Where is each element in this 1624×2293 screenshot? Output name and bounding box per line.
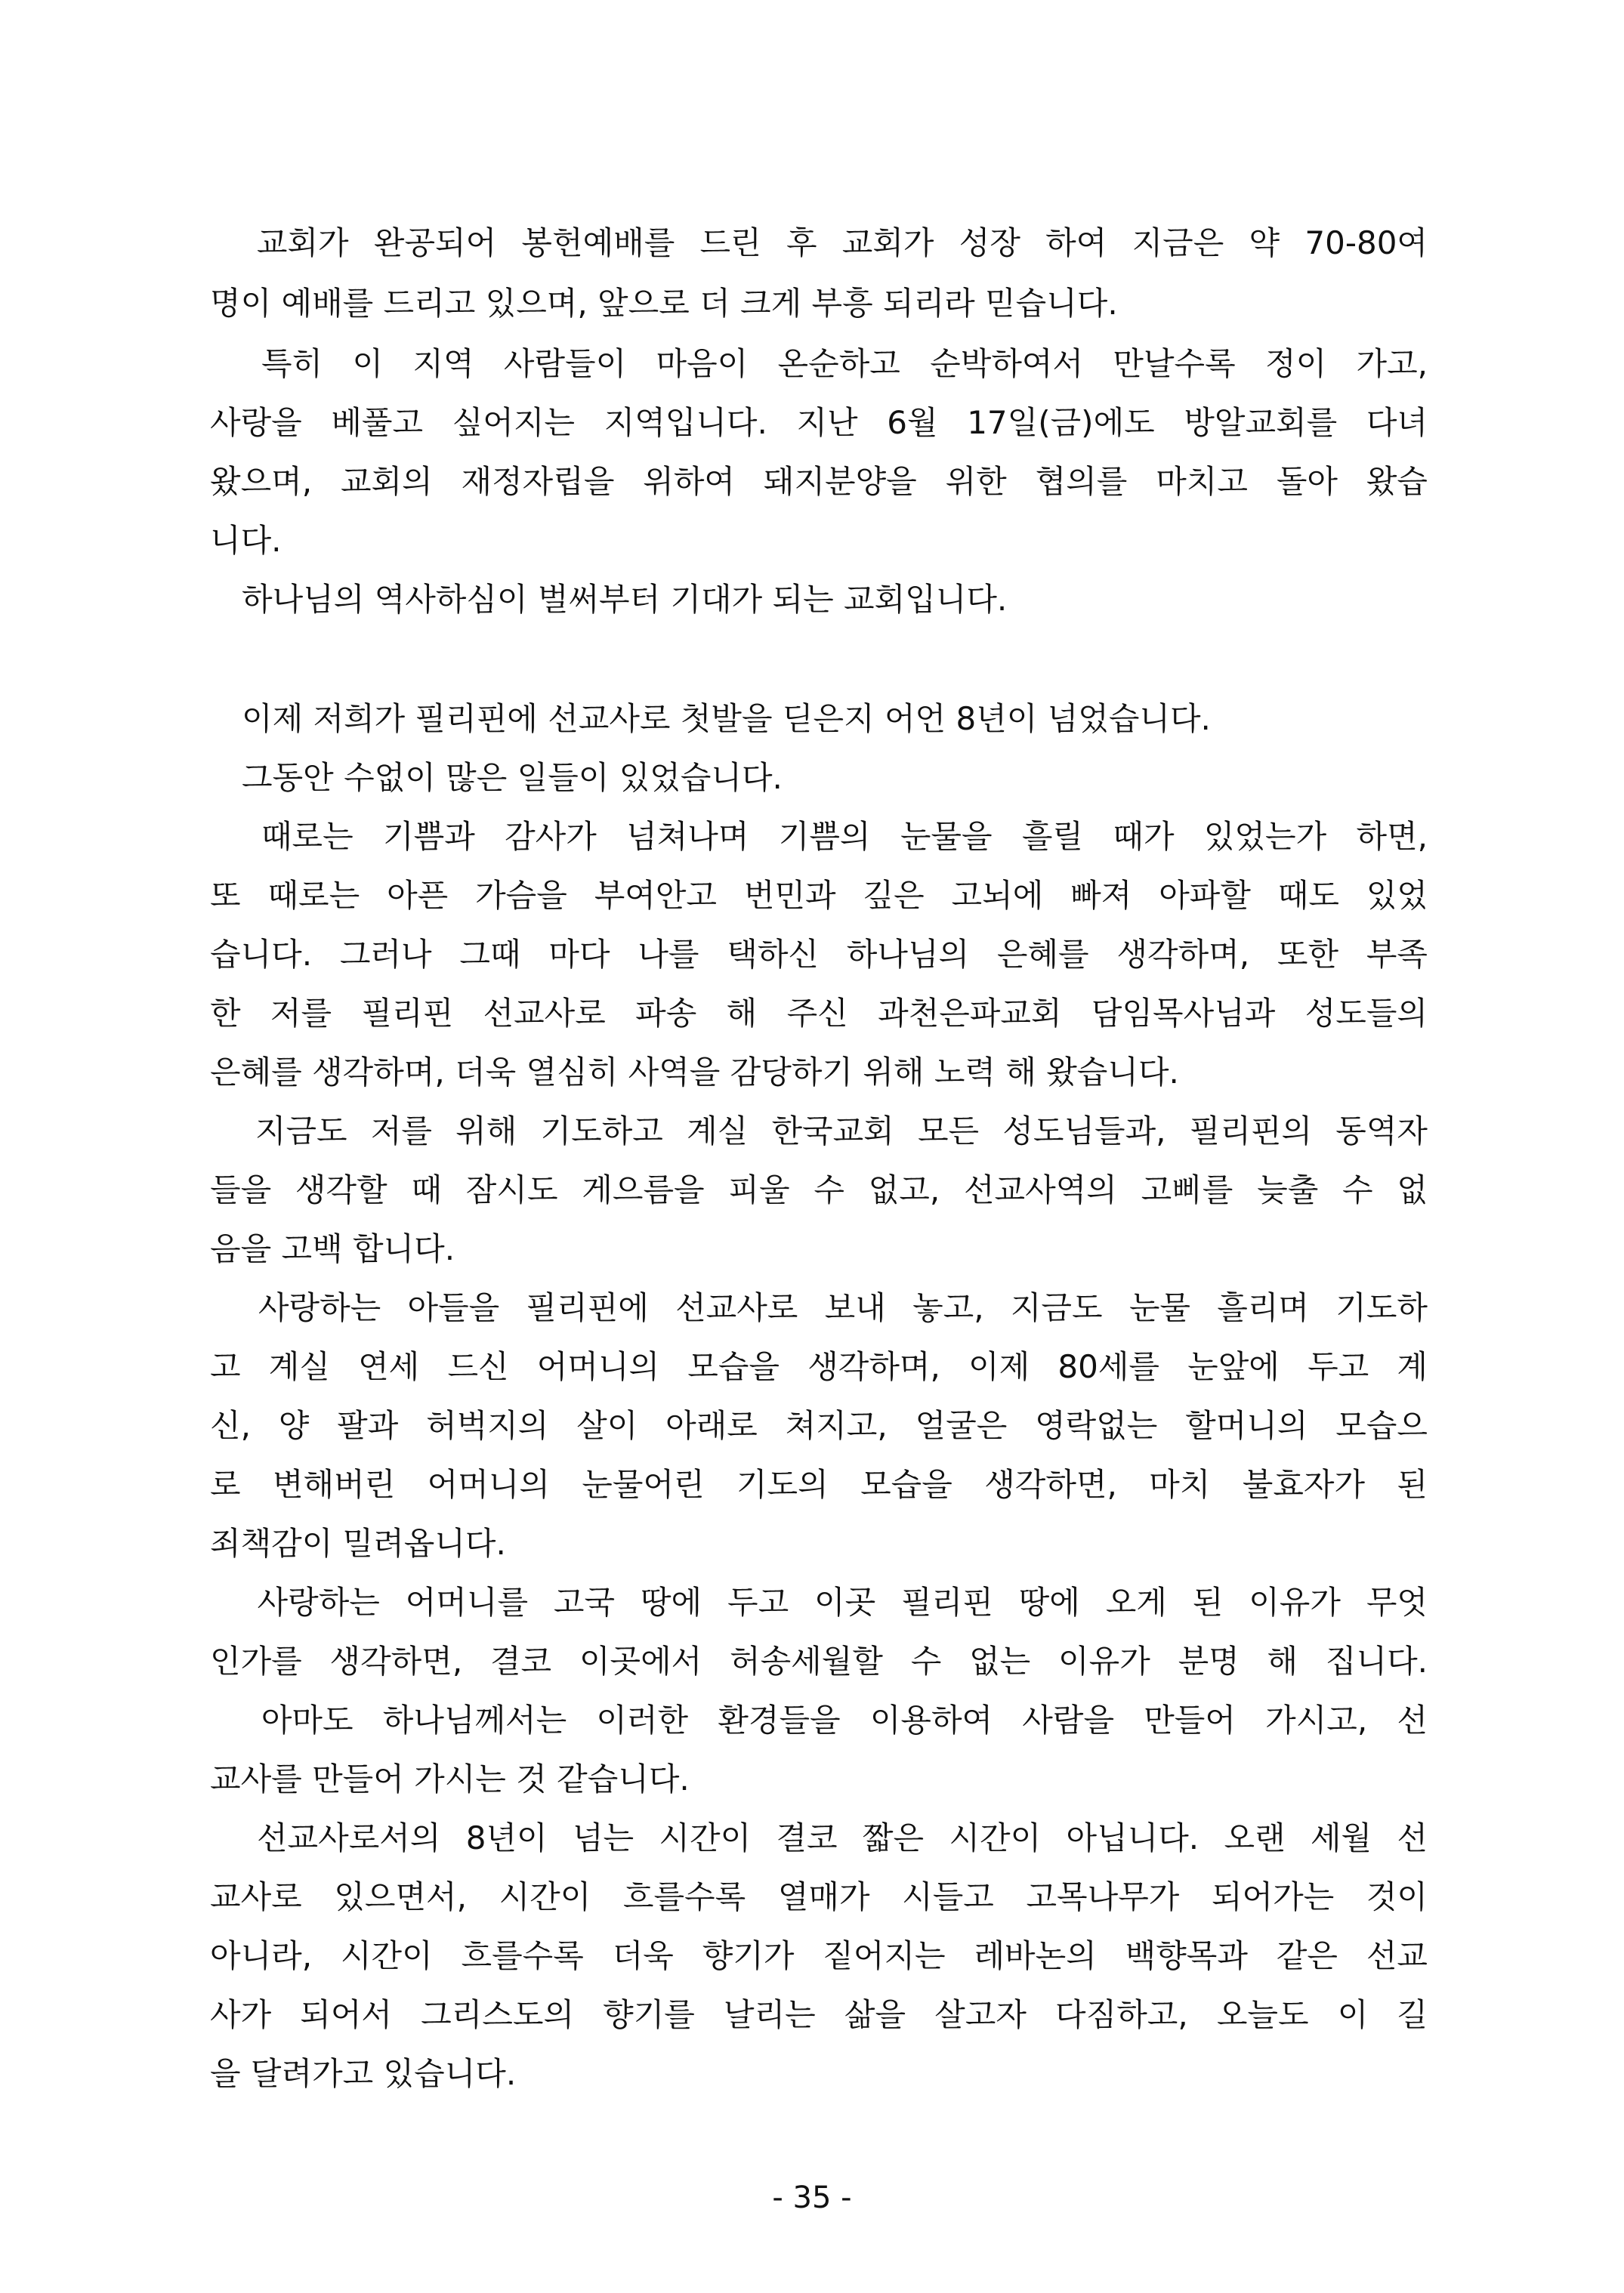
page-number: - 35 - (772, 2180, 852, 2215)
text-line: 선교사로서의 8년이 넘는 시간이 결코 짧은 시간이 아닙니다. 오랜 세월 선 (210, 1819, 1428, 1856)
text-line: 사랑하는 아들을 필리핀에 선교사로 보내 놓고, 지금도 눈물 흘리며 기도하 (210, 1289, 1428, 1326)
text-line: 왔으며, 교회의 재정자립을 위하여 돼지분양을 위한 협의를 마치고 돌아 왔습 (210, 463, 1428, 500)
text-line: 사가 되어서 그리스도의 향기를 날리는 삶을 살고자 다짐하고, 오늘도 이 길 (210, 1996, 1428, 2033)
text-line: 아마도 하나님께서는 이러한 환경들을 이용하여 사람을 만들어 가시고, 선 (210, 1702, 1428, 1739)
text-line: 교사로 있으면서, 시간이 흐를수록 열매가 시들고 고목나무가 되어가는 것이 (210, 1878, 1428, 1915)
text-line: 로 변해버린 어머니의 눈물어린 기도의 모습을 생각하면, 마치 불효자가 된 (210, 1466, 1428, 1503)
text-line: 특히 이 지역 사람들이 마음이 온순하고 순박하여서 만날수록 정이 가고, (210, 345, 1428, 382)
text-line: 사랑을 베풀고 싶어지는 지역입니다. 지난 6월 17일(금)에도 방알교회를 다녀 (210, 404, 1428, 441)
text-line: 아니라, 시간이 흐를수록 더욱 향기가 짙어지는 레바논의 백향목과 같은 선교 (210, 1937, 1428, 1974)
text-line: 니다. (210, 522, 282, 559)
text-line: 이제 저희가 필리핀에 선교사로 첫발을 딛은지 어언 8년이 넘었습니다. (210, 700, 1211, 737)
text-line: 사랑하는 어머니를 고국 땅에 두고 이곳 필리핀 땅에 오게 된 이유가 무엇 (210, 1584, 1428, 1621)
text-line: 음을 고백 합니다. (210, 1230, 455, 1267)
text-line: 또 때로는 아픈 가슴을 부여안고 번민과 깊은 고뇌에 빠져 아파할 때도 있었 (210, 877, 1428, 914)
text-line: 하나님의 역사하심이 벌써부터 기대가 되는 교회입니다. (210, 581, 1008, 618)
text-line: 인가를 생각하면, 결코 이곳에서 허송세월할 수 없는 이유가 분명 해 집니다. (210, 1643, 1428, 1680)
text-line: 들을 생각할 때 잠시도 게으름을 피울 수 없고, 선교사역의 고삐를 늦출 수 없 (210, 1171, 1428, 1208)
text-line: 을 달려가고 있습니다. (210, 2055, 517, 2092)
text-line: 한 저를 필리핀 선교사로 파송 해 주신 과천은파교회 담임목사님과 성도들의 (210, 995, 1428, 1032)
text-line: 신, 양 팔과 허벅지의 살이 아래로 쳐지고, 얼굴은 영락없는 할머니의 모습으 (210, 1407, 1428, 1444)
text-line: 은혜를 생각하며, 더욱 열심히 사역을 감당하기 위해 노력 해 왔습니다. (210, 1054, 1179, 1091)
text-line: 습니다. 그러나 그때 마다 나를 택하신 하나님의 은혜를 생각하며, 또한 부족 (210, 936, 1428, 973)
text-line: 교사를 만들어 가시는 것 같습니다. (210, 1761, 690, 1798)
text-line: 명이 예배를 드리고 있으며, 앞으로 더 크게 부흥 되리라 믿습니다. (210, 285, 1118, 322)
text-line: 때로는 기쁨과 감사가 넘쳐나며 기쁨의 눈물을 흘릴 때가 있었는가 하면, (210, 818, 1428, 855)
text-line: 고 계실 연세 드신 어머니의 모습을 생각하며, 이제 80세를 눈앞에 두고 계 (210, 1348, 1428, 1385)
text-line: 지금도 저를 위해 기도하고 계실 한국교회 모든 성도님들과, 필리핀의 동역자 (210, 1113, 1428, 1150)
text-line: 교회가 완공되어 봉헌예배를 드린 후 교회가 성장 하여 지금은 약 70-80여 (210, 224, 1428, 261)
text-line: 죄책감이 밀려옵니다. (210, 1525, 506, 1562)
text-line: 그동안 수없이 많은 일들이 있었습니다. (210, 759, 783, 796)
